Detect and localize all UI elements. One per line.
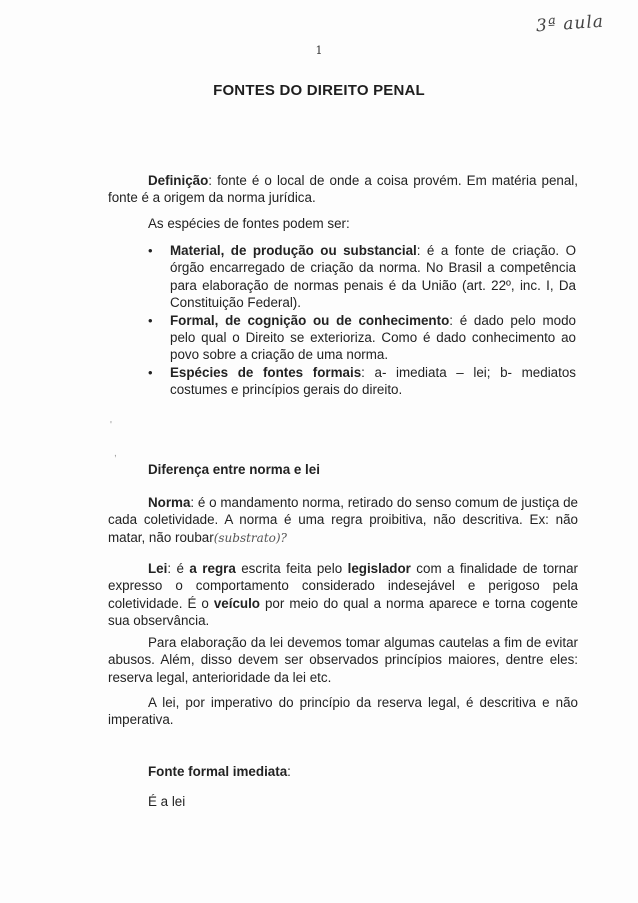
handwritten-class-note: 3ª aula: [535, 11, 605, 37]
handwritten-annotation: (substrato)?: [213, 530, 287, 545]
lei-term: Lei: [148, 561, 168, 576]
definition-paragraph: [108, 172, 578, 207]
norma-term: Norma: [148, 495, 191, 510]
scan-speck: ': [110, 420, 112, 431]
scan-speck: ,: [114, 448, 117, 459]
bullet-icon: •: [148, 312, 153, 328]
page-title: FONTES DO DIREITO PENAL: [213, 82, 425, 99]
species-list: [148, 242, 577, 399]
immediate-source-text: É a lei: [148, 794, 186, 809]
immediate-source-colon: :: [287, 764, 291, 779]
list-item: [148, 312, 576, 364]
immediate-source-heading-text: Fonte formal imediata: [148, 764, 288, 779]
lei-bold-term: veículo: [213, 595, 260, 611]
norma-paragraph: [108, 494, 578, 547]
lei-text: escrita feita pelo: [235, 561, 348, 576]
list-item-term: Espécies de fontes formais: [170, 364, 362, 380]
lei-text: por meio do qual a norma aparece e torna cogente sua observância.: [108, 595, 578, 629]
imperative-paragraph: A lei, por imperativo do princípio da reserva legal, é descritiva e não imperativa.: [108, 695, 578, 728]
list-item: [148, 242, 577, 312]
lei-paragraph: [108, 560, 578, 630]
list-item-text: : a- imediata – lei; b- mediatos costumes e princípios gerais do direito.: [170, 364, 576, 398]
elaboration-paragraph: Para elaboração da lei devemos tomar algumas cautelas a fim de evitar abusos. Além, disso devem ser observados princípios maiores, dentre eles: reserva legal, anterioridade da lei etc.: [108, 635, 578, 685]
page-number: 1: [315, 44, 323, 57]
list-item-text: : é a fonte de criação. O órgão encarregado de criação da norma. No Brasil a competência para elaboração de normas penais é da União (art. 22º, inc. I, Da Constituição Federal).: [170, 243, 577, 311]
section-heading-immediate-source: [148, 764, 291, 779]
species-intro: As espécies de fontes podem ser:: [148, 216, 350, 231]
list-item-term: Material, de produção ou substancial: [170, 243, 417, 258]
norma-text: : é o mandamento norma, retirado do senso comum de justiça de cada coletividade. A norma é uma regra proibitiva, não descritiva. Ex: não matar, não roubar: [108, 495, 578, 545]
section-heading-difference: Diferença entre norma e lei: [148, 462, 320, 477]
bullet-icon: •: [148, 364, 153, 380]
list-item: [148, 364, 576, 399]
definition-text: : fonte é o local de onde a coisa provém. Em matéria penal, fonte é a origem da norma jurídica.: [108, 173, 578, 206]
lei-bold-term: a regra: [189, 561, 236, 576]
lei-bold-term: legislador: [347, 561, 411, 576]
lei-text: com a finalidade de tornar expresso o comportamento considerado indesejável e perigoso pela coletividade. É o: [108, 561, 578, 611]
list-item-text: : é dado pelo modo pelo qual o Direito se exterioriza. Como é dado conhecimento ao povo sobre a criação de uma norma.: [170, 312, 576, 363]
lei-text: : é: [167, 561, 190, 576]
definition-term: Definição: [148, 173, 209, 188]
list-item-term: Formal, de cognição ou de conhecimento: [170, 312, 450, 328]
bullet-icon: •: [148, 243, 153, 258]
